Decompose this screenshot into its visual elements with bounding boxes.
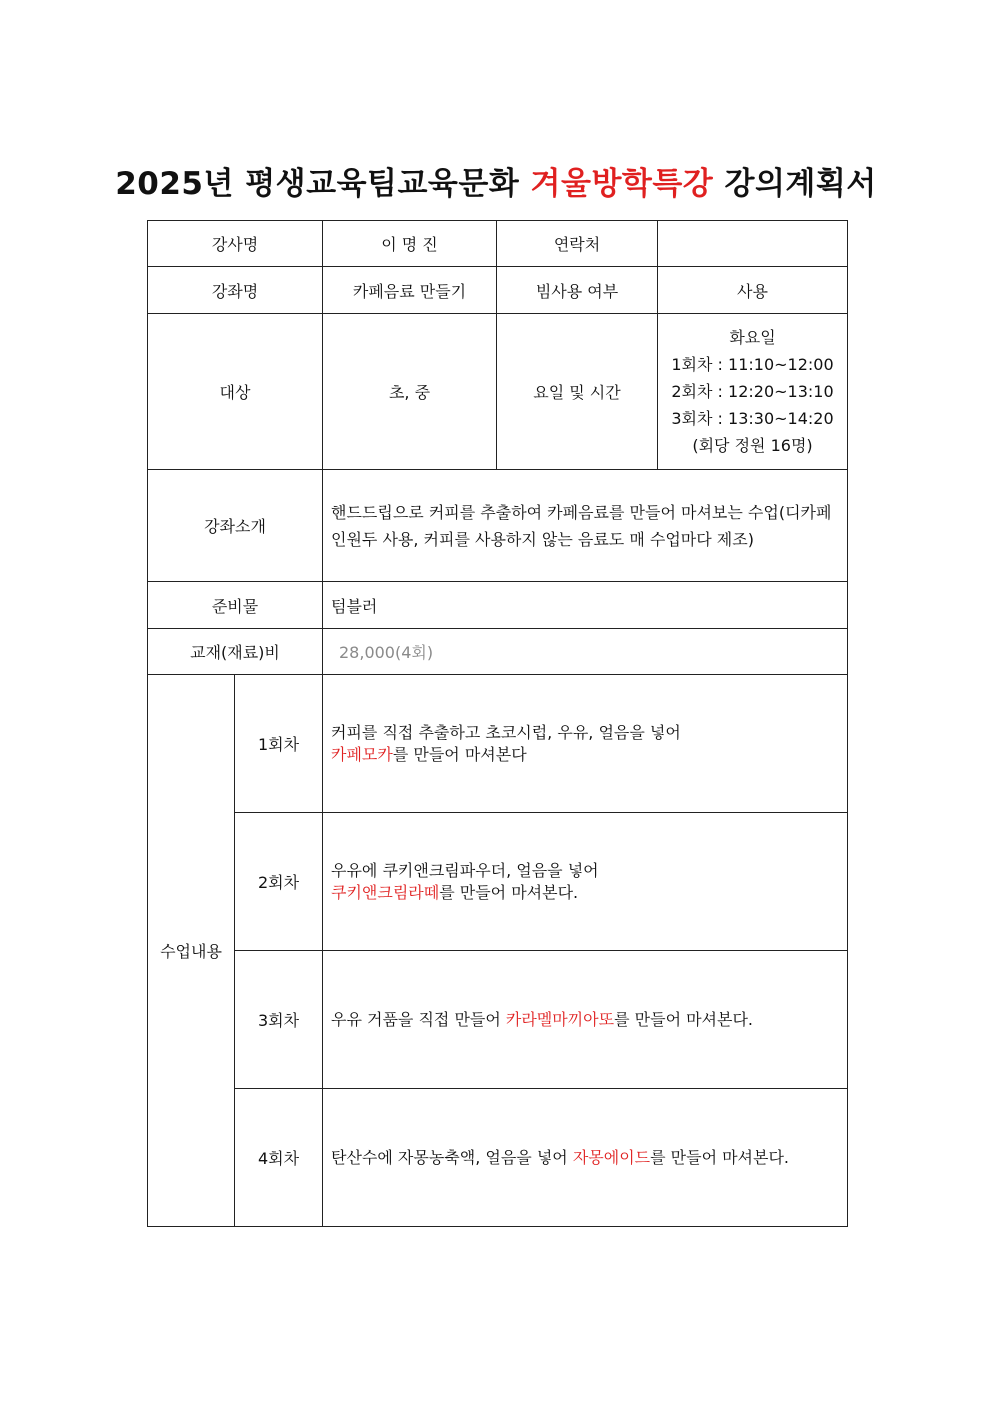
lecture-plan-table [147, 220, 848, 1227]
lesson-1-session: 1회차 [235, 675, 323, 813]
projector-value: 사용 [658, 267, 848, 314]
lesson-4-description [323, 1089, 848, 1227]
lesson-2-line1: 우유에 쿠키앤크림파우더, 얼음을 넣어 [331, 860, 599, 880]
schedule-session-3: 3회차 : 13:30~14:20 [671, 409, 834, 428]
schedule-capacity: (회당 정원 16명) [692, 436, 813, 455]
schedule-session-1: 1회차 : 11:10~12:00 [671, 355, 834, 374]
title-highlight: 겨울방학특강 [530, 166, 714, 202]
lesson-1-description [323, 675, 848, 813]
fee-value: 28,000(4회) [323, 629, 848, 675]
contact-label: 연락처 [497, 221, 658, 267]
title-part1: 2025년 평생교육팀교육문화 [115, 166, 531, 202]
lesson-3-post: 를 만들어 마셔본다. [614, 1009, 754, 1029]
instructor-value: 이 명 진 [323, 221, 497, 267]
lesson-4-post: 를 만들어 마셔본다. [650, 1147, 790, 1167]
lesson-2-description [323, 813, 848, 951]
lesson-4-session: 4회차 [235, 1089, 323, 1227]
supplies-label: 준비물 [148, 582, 323, 629]
target-label: 대상 [148, 314, 323, 470]
lesson-3-description [323, 951, 848, 1089]
contact-value [658, 221, 848, 267]
lesson-1-menu: 카페모카 [331, 744, 393, 764]
lesson-2-post: 를 만들어 마셔본다. [439, 882, 579, 902]
lesson-1-line1: 커피를 직접 추출하고 초코시럽, 우유, 얼음을 넣어 [331, 722, 681, 742]
course-value: 카페음료 만들기 [323, 267, 497, 314]
schedule-session-2: 2회차 : 12:20~13:10 [671, 382, 834, 401]
lesson-3-session: 3회차 [235, 951, 323, 1089]
projector-label: 빔사용 여부 [497, 267, 658, 314]
lesson-1-post: 를 만들어 마셔본다 [392, 744, 527, 764]
intro-label: 강좌소개 [148, 470, 323, 582]
lesson-4-menu: 자몽에이드 [572, 1147, 651, 1167]
title-part2: 강의계획서 [713, 166, 877, 202]
course-label: 강좌명 [148, 267, 323, 314]
instructor-label: 강사명 [148, 221, 323, 267]
schedule-label: 요일 및 시간 [497, 314, 658, 470]
lesson-4-pre: 탄산수에 자몽농축액, 얼음을 넣어 [331, 1147, 573, 1167]
lesson-3-pre: 우유 거품을 직접 만들어 [331, 1009, 506, 1029]
content-label: 수업내용 [148, 675, 235, 1227]
supplies-value: 텀블러 [323, 582, 848, 629]
schedule-value [658, 314, 848, 470]
lesson-2-session: 2회차 [235, 813, 323, 951]
lesson-3-menu: 카라멜마끼아또 [505, 1009, 615, 1029]
fee-label: 교재(재료)비 [148, 629, 323, 675]
lesson-2-menu: 쿠키앤크림라떼 [331, 882, 440, 902]
intro-value: 핸드드립으로 커피를 추출하여 카페음료를 만들어 마셔보는 수업(디카페인원두 사용, 커피를 사용하지 않는 음료도 매 수업마다 제조) [323, 470, 848, 582]
schedule-day: 화요일 [729, 328, 776, 347]
target-value: 초, 중 [323, 314, 497, 470]
page-title [0, 158, 992, 203]
